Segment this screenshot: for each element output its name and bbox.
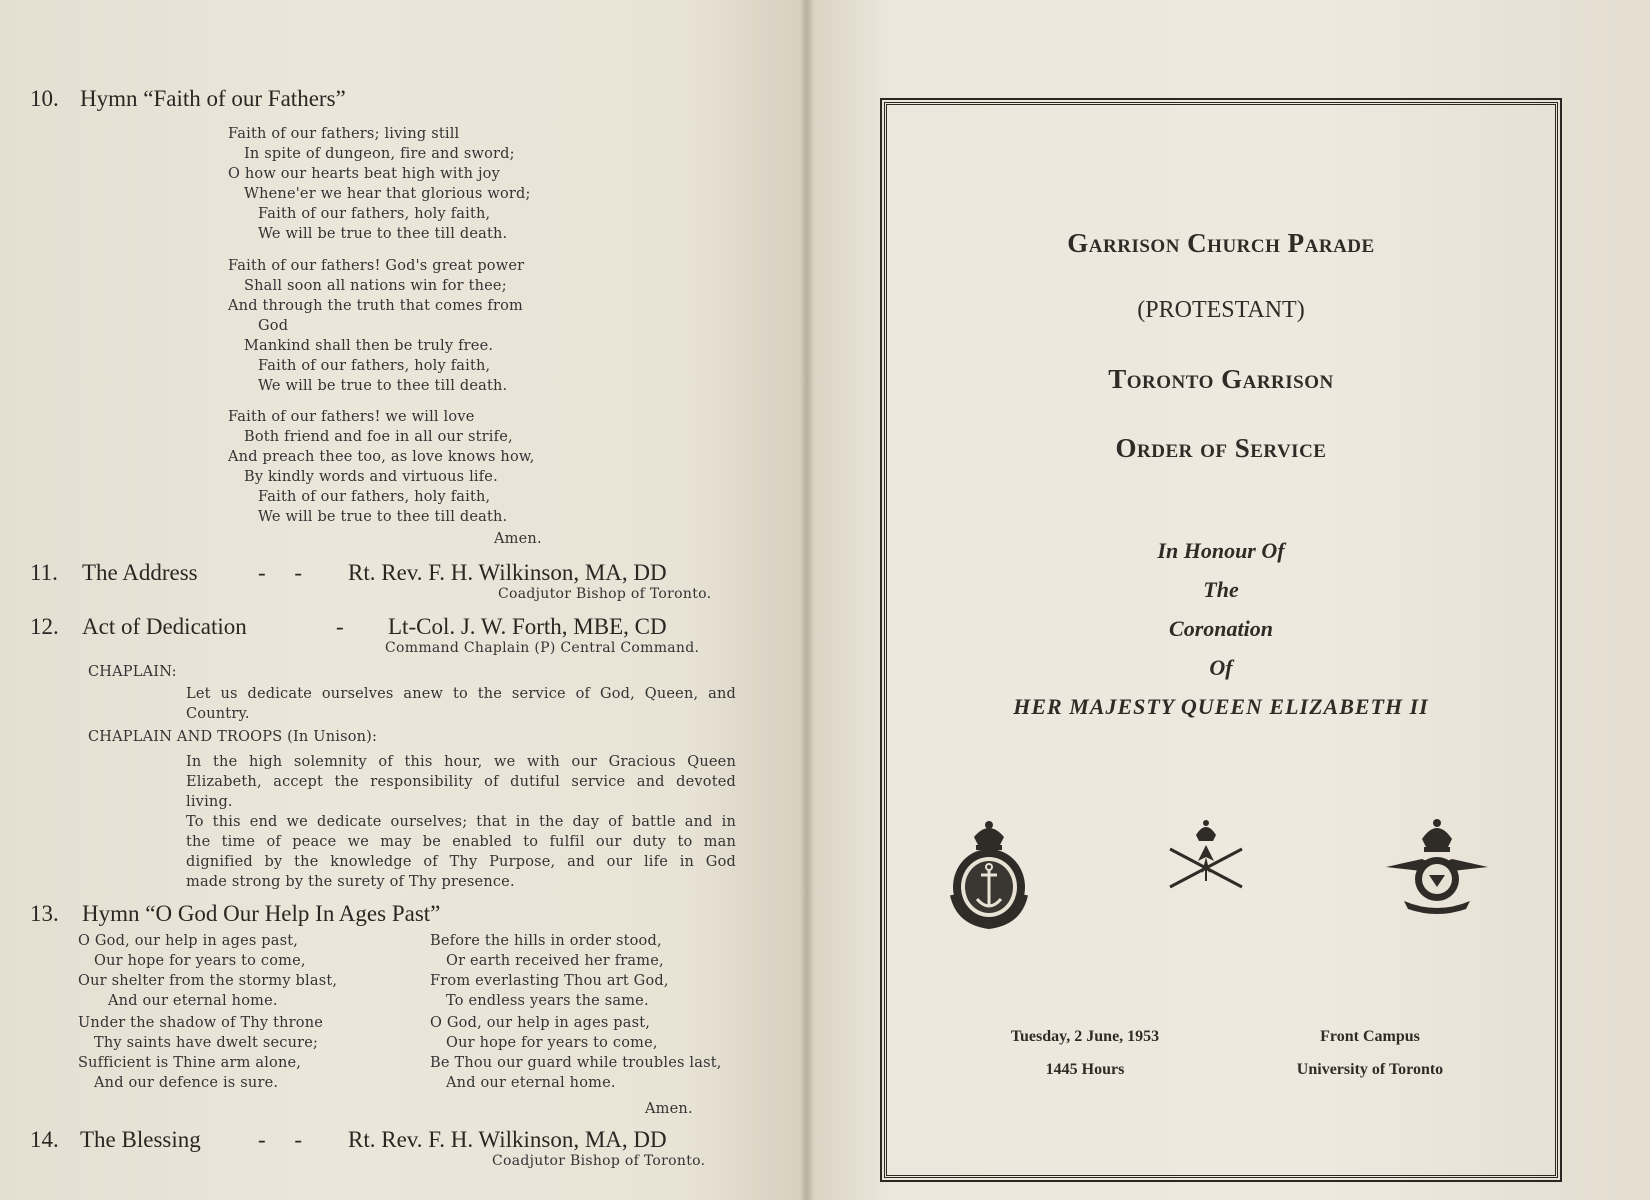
- verse-line: Both friend and foe in all our strife,: [244, 429, 513, 445]
- item-11-officiant: Rt. Rev. F. H. Wilkinson, MA, DD: [348, 560, 667, 585]
- troops-label: CHAPLAIN AND TROOPS (In Unison):: [88, 729, 378, 745]
- service-date: Tuesday, 2 June, 1953: [1010, 1028, 1160, 1045]
- verse-line: From everlasting Thou art God,: [430, 973, 669, 989]
- hymn-13-col1-verse-2: [78, 1013, 323, 1093]
- item-12-officiant-title: Command Chaplain (P) Central Command.: [385, 640, 700, 656]
- verse-line: Under the shadow of Thy throne: [78, 1015, 324, 1031]
- chaplain-label: CHAPLAIN:: [88, 664, 177, 680]
- cover-title-parade: Garrison Church Parade: [1067, 228, 1375, 258]
- verse-line: Thy saints have dwelt secure;: [94, 1035, 319, 1051]
- item-11-title: The Address: [82, 560, 198, 585]
- verse-line: In spite of dungeon, fire and sword;: [244, 146, 515, 162]
- chaplain-text: [186, 684, 736, 724]
- service-place-institution: University of Toronto: [1296, 1061, 1444, 1078]
- verse-line: And through the truth that comes from: [228, 298, 523, 314]
- verse-line: O God, our help in ages past,: [430, 1015, 651, 1031]
- verse-line: God: [258, 318, 289, 334]
- item-11-number: 11.: [30, 560, 58, 585]
- item-14-dashes: - -: [258, 1127, 303, 1152]
- item-14-title: The Blessing: [80, 1127, 201, 1152]
- item-13-number: 13.: [30, 901, 59, 926]
- hymn-10-verse-1: [228, 124, 531, 244]
- service-place: Front Campus: [1320, 1028, 1420, 1045]
- verse-line: Our hope for years to come,: [94, 953, 306, 969]
- item-10-number: 10.: [30, 86, 59, 111]
- verse-line: And our eternal home.: [108, 993, 278, 1009]
- verse-line: Our shelter from the stormy blast,: [78, 973, 338, 989]
- service-time: 1445 Hours: [1045, 1061, 1125, 1078]
- text-line: made strong by the surety of Thy presence.: [186, 874, 515, 890]
- air-force-badge-icon: [1382, 815, 1492, 915]
- item-13-title: Hymn “O God Our Help In Ages Past”: [82, 901, 441, 926]
- verse-line: Faith of our fathers; living still: [228, 126, 460, 142]
- verse-line: O how our hearts beat high with joy: [228, 166, 500, 182]
- verse-line: Faith of our fathers, holy faith,: [258, 206, 491, 222]
- hymn-13-col2-verse-1: [430, 931, 669, 1011]
- verse-line: O God, our help in ages past,: [78, 933, 299, 949]
- text-line: living.: [186, 794, 233, 810]
- verse-line: We will be true to thee till death.: [258, 226, 508, 242]
- item-14-officiant: Rt. Rev. F. H. Wilkinson, MA, DD: [348, 1127, 667, 1152]
- hymn-10-amen: Amen.: [494, 531, 542, 547]
- verse-line: Before the hills in order stood,: [430, 933, 662, 949]
- verse-line: We will be true to thee till death.: [258, 378, 508, 394]
- verse-line: To endless years the same.: [446, 993, 649, 1009]
- verse-line: Faith of our fathers! God's great power: [228, 258, 525, 274]
- verse-line: Be Thou our guard while troubles last,: [430, 1055, 722, 1071]
- hymn-13-col2-verse-2: [430, 1013, 722, 1093]
- text-line: Country.: [186, 706, 250, 722]
- page-fold: [800, 0, 814, 1200]
- item-11-dashes: - -: [258, 560, 303, 585]
- text-line: In the high solemnity of this hour, we with our Gracious Queen: [186, 754, 736, 770]
- cover-denomination: (PROTESTANT): [1137, 297, 1305, 323]
- honour-line-2: The: [1203, 577, 1239, 602]
- hymn-10-verse-3: [228, 407, 535, 527]
- verse-line: Our hope for years to come,: [446, 1035, 658, 1051]
- verse-line: Mankind shall then be truly free.: [244, 338, 494, 354]
- item-12-officiant: Lt-Col. J. W. Forth, MBE, CD: [388, 614, 667, 639]
- item-10-title: Hymn “Faith of our Fathers”: [80, 86, 346, 111]
- verse-line: Faith of our fathers, holy faith,: [258, 358, 491, 374]
- verse-line: Faith of our fathers! we will love: [228, 409, 475, 425]
- army-badge-icon: [1164, 815, 1248, 893]
- verse-line: By kindly words and virtuous life.: [244, 469, 498, 485]
- verse-line: Whene'er we hear that glorious word;: [244, 186, 531, 202]
- item-11-officiant-title: Coadjutor Bishop of Toronto.: [498, 586, 712, 602]
- hymn-10-verse-2: [228, 256, 524, 396]
- verse-line: Or earth received her frame,: [446, 953, 664, 969]
- troops-text: [186, 752, 736, 892]
- verse-line: Faith of our fathers, holy faith,: [258, 489, 491, 505]
- cover-order-of-service: Order of Service: [1115, 433, 1327, 463]
- verse-line: We will be true to thee till death.: [258, 509, 508, 525]
- text-line: Let us dedicate ourselves anew to the service of God, Queen, and: [186, 686, 736, 702]
- text-line: Elizabeth, accept the responsibility of dutiful service and devoted: [186, 774, 736, 790]
- honour-line-3: Coronation: [1169, 616, 1273, 641]
- text-line: the time of peace we may be enabled to fulfil our duty to man: [186, 834, 736, 850]
- item-14-number: 14.: [30, 1127, 59, 1152]
- verse-line: Sufficient is Thine arm alone,: [78, 1055, 302, 1071]
- item-12-number: 12.: [30, 614, 59, 639]
- honour-line-queen: HER MAJESTY QUEEN ELIZABETH II: [1013, 694, 1429, 719]
- item-12-dashes: -: [336, 614, 344, 639]
- verse-line: And our eternal home.: [446, 1075, 616, 1091]
- item-12-title: Act of Dedication: [82, 614, 247, 639]
- item-14-officiant-title: Coadjutor Bishop of Toronto.: [492, 1153, 706, 1169]
- verse-line: Shall soon all nations win for thee;: [244, 278, 507, 294]
- text-line: dignified by the knowledge of Thy Purpose, and our life in God: [186, 854, 736, 870]
- text-line: To this end we dedicate ourselves; that in the day of battle and in: [186, 814, 736, 830]
- cover-garrison: Toronto Garrison: [1108, 364, 1334, 394]
- hymn-13-col1-verse-1: [78, 931, 337, 1011]
- verse-line: And preach thee too, as love knows how,: [228, 449, 535, 465]
- honour-line-4: Of: [1209, 655, 1233, 680]
- verse-line: And our defence is sure.: [94, 1075, 279, 1091]
- honour-line-1: In Honour Of: [1157, 538, 1285, 563]
- navy-badge-icon: [944, 815, 1034, 929]
- hymn-13-amen: Amen.: [645, 1101, 693, 1117]
